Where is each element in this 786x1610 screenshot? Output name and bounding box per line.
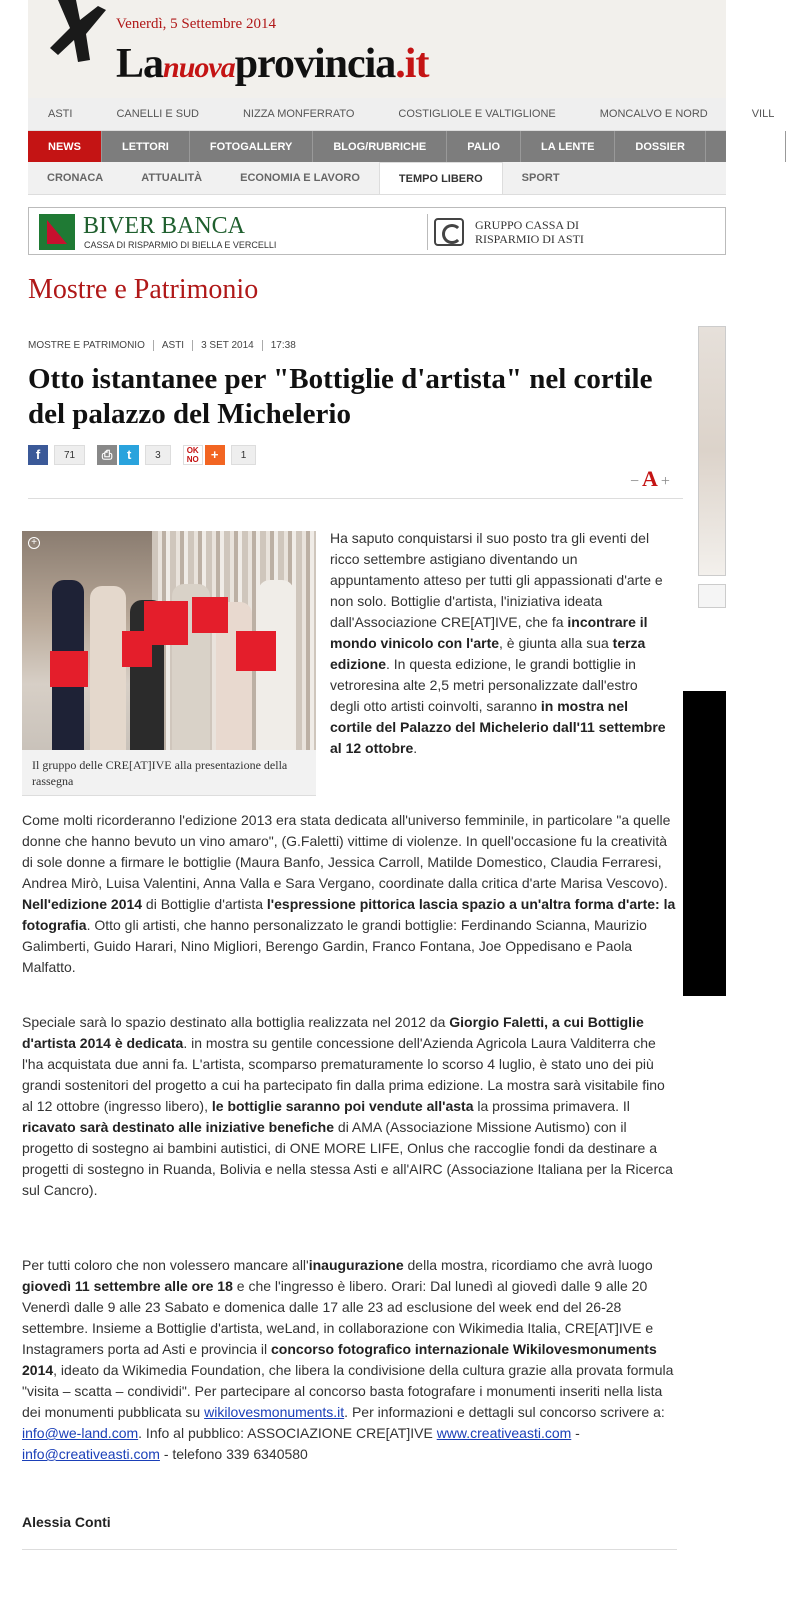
link-creativeasti[interactable]: www.creativeasti.com — [436, 1425, 572, 1441]
facebook-icon[interactable]: f — [28, 445, 48, 465]
creative-bag — [144, 601, 188, 645]
person-2 — [90, 586, 126, 750]
nav-main-dossier[interactable]: DOSSIER — [615, 131, 706, 162]
creative-bag — [236, 631, 276, 671]
article-lead — [330, 528, 670, 759]
para-text: la prossima primavera. Il — [473, 1098, 630, 1114]
para-bold: giovedì 11 settembre alle ore 18 — [22, 1278, 233, 1294]
nav-place-moncalvo[interactable]: MONCALVO E NORD — [599, 108, 708, 120]
banner-separator — [427, 214, 428, 250]
bottom-divider — [22, 1549, 677, 1550]
ad-banner[interactable] — [28, 207, 726, 255]
para-bold: inaugurazione — [308, 1257, 404, 1273]
link-wikilovesmonuments[interactable]: wikilovesmonuments.it — [204, 1404, 345, 1420]
para-text: Come molti ricorderanno l'edizione 2013 era stata dedicata all'universo femminile, in particolare "a quelle donne che hanno bevuto un vino amaro", (G.Faletti) vittime di violenze. In quell'occasione fu la creatività di sole donne a firmare le bottiglie (Maura Banfo, Jessica Carroll, Matilde Domestico, Claudia Ferraresi, Andrea Mirò, Luisa Valentini, Anna Valla e Sara Vergano, coordinate dalla critica d'arte Marisa Vescovo). — [22, 812, 671, 891]
banner-bank-name: BIVER BANCA — [83, 213, 246, 239]
site-logo[interactable] — [116, 40, 428, 88]
para-text: - telefono 339 6340580 — [159, 1446, 308, 1462]
link-email-weland[interactable]: info@we-land.com — [22, 1425, 139, 1441]
para-bold: le bottiglie saranno poi vendute all'asta — [211, 1098, 474, 1114]
header-date: Venerdì, 5 Settembre 2014 — [116, 16, 276, 32]
sidebar-ad-cutoff[interactable] — [683, 691, 726, 996]
para-text: Speciale sarà lo spazio destinato alla bottiglia realizzata nel 2012 da — [22, 1014, 450, 1030]
font-decrease-button[interactable]: − — [630, 473, 640, 490]
divider — [28, 498, 683, 499]
twitter-count: 3 — [145, 445, 171, 465]
meta-place[interactable]: ASTI — [162, 340, 193, 351]
meta-time: 17:38 — [270, 340, 296, 351]
nav-place-nizza[interactable]: NIZZA MONFERRATO — [242, 108, 355, 120]
para-bold: Nell'edizione 2014 — [22, 896, 143, 912]
article-paragraph-3 — [22, 1255, 677, 1465]
lead-bold: terza edizione — [330, 635, 646, 672]
nav-sub-sport[interactable]: SPORT — [521, 172, 560, 184]
para-text: , ideato da Wikimedia Foundation, che libera la condivisione della cultura grazie alla provata formula "visita – scatta – condividi". Per partecipare al concorso basta fotografare i monumenti inseriti nella lista dei monumenti pubblicata su — [22, 1362, 674, 1420]
plus-count: 1 — [231, 445, 257, 465]
meta-date: 3 SET 2014 — [201, 340, 263, 351]
creative-bag — [50, 651, 88, 687]
para-text: . Info al pubblico: ASSOCIAZIONE CRE[AT]IVE — [138, 1425, 437, 1441]
nav-main — [28, 131, 766, 162]
nav-sub — [28, 162, 726, 195]
facebook-count: 71 — [54, 445, 85, 465]
masthead — [28, 0, 726, 98]
lead-bold: incontrare il mondo vinicolo con l'arte — [330, 614, 648, 651]
nav-main-servizi[interactable]: SERVIZ — [706, 131, 786, 162]
creative-bag — [192, 597, 228, 633]
link-email-creativeasti[interactable]: info@creativeasti.com — [22, 1446, 160, 1462]
lead-text: , è giunta alla sua — [499, 635, 613, 651]
nav-sub-tempo-libero[interactable]: TEMPO LIBERO — [379, 162, 503, 194]
para-text: . Otto gli artisti, che hanno personalizzato le grandi bottiglie: Ferdinando Scianna, Maurizio Galimberti, Guido Harari, Nino Migliori, Berengo Gardin, Franco Fontana, Joe Oppedisano e Paola Malfatto. — [22, 917, 647, 975]
sidebar-image-cutoff[interactable] — [698, 326, 726, 576]
section-title[interactable]: Mostre e Patrimonio — [28, 274, 259, 305]
nav-place-canelli[interactable]: CANELLI E SUD — [116, 108, 199, 120]
font-increase-button[interactable]: + — [660, 473, 670, 490]
twitter-icon[interactable]: t — [119, 445, 139, 465]
article-photo[interactable] — [22, 531, 316, 750]
para-text: . Per informazioni e dettagli sul concorso scrivere a: — [344, 1404, 665, 1420]
para-text: di Bottiglie d'artista — [142, 896, 267, 912]
biver-banca-logo-icon — [39, 214, 75, 250]
okno-icon[interactable]: OK NO — [183, 445, 203, 465]
nav-place-asti[interactable]: ASTI — [48, 108, 73, 120]
logo-provincia: provincia — [234, 41, 396, 87]
lead-bold: in mostra nel cortile del Palazzo del Michelerio dall'11 settembre al 12 ottobre — [330, 698, 666, 756]
zoom-icon[interactable]: + — [28, 537, 40, 549]
plus-share-icon[interactable]: + — [205, 445, 225, 465]
para-text: della mostra, ricordiamo che avrà luogo — [403, 1257, 653, 1273]
article-headline: Otto istantanee per "Bottiglie d'artista" nel cortile del palazzo del Michelerio — [28, 363, 653, 430]
lead-text: . — [413, 740, 418, 756]
lead-text: . In questa edizione, le grandi bottiglie in vetroresina alte 2,5 metri personalizzate dall'estro degli otto artisti coinvolti, saranno — [330, 656, 638, 714]
meta-category[interactable]: MOSTRE E PATRIMONIO — [28, 340, 154, 351]
article-author: Alessia Conti — [22, 1514, 111, 1530]
nav-main-palio[interactable]: PALIO — [447, 131, 521, 162]
social-share-bar — [28, 444, 268, 466]
nav-place-costigliole[interactable]: COSTIGLIOLE E VALTIGLIONE — [398, 108, 556, 120]
nav-main-blog[interactable]: BLOG/RUBRICHE — [313, 131, 447, 162]
article-paragraph-2 — [22, 1012, 677, 1201]
para-bold: Giorgio Faletti, a cui Bottiglie d'artista 2014 è dedicata — [22, 1014, 644, 1051]
nav-main-lettori[interactable]: LETTORI — [102, 131, 190, 162]
logo-tld: .it — [395, 41, 429, 87]
photo-caption: Il gruppo delle CRE[AT]IVE alla presentazione della rassegna — [22, 750, 316, 796]
para-bold: concorso fotografico internazionale Wikilovesmonuments 2014 — [22, 1341, 657, 1378]
nav-sub-attualita[interactable]: ATTUALITÀ — [141, 172, 203, 184]
nav-main-news[interactable]: NEWS — [28, 131, 102, 162]
nav-place-vill[interactable]: VILL — [751, 108, 775, 120]
nav-main-fotogallery[interactable]: FOTOGALLERY — [190, 131, 314, 162]
para-text: e che l'ingresso è libero. Orari: Dal lunedì al giovedì dalle 9 alle 20 Venerdì dalle 9 alle 23 Sabato e domenica dalle 17 alle 23 ad esclusione del week end del 26-28 settembre. Insieme a Bottiglie d'artista, weLand, in collaborazione con Wikimedia Italia, CRE[AT]IVE e Instagramers porta ad Asti e provincia il — [22, 1278, 654, 1357]
para-text: . in mostra su gentile concessione dell'Azienda Agricola Laura Valditerra che l'ha acquistata due anni fa. L'artista, scomparso prematuramente lo scorso 4 luglio, è stato uno dei più grandi sostenitori del progetto a cui ha partecipato fin dalla prima edizione. La mostra sarà visitabile fino al 12 ottobre (ingresso libero), — [22, 1035, 665, 1114]
para-text: - — [571, 1425, 580, 1441]
para-bold: ricavato sarà destinato alle iniziative benefiche — [22, 1119, 335, 1135]
nav-main-lalente[interactable]: LA LENTE — [521, 131, 615, 162]
article-meta — [28, 340, 312, 351]
banner-bank-sub: CASSA DI RISPARMIO DI BIELLA E VERCELLI — [84, 240, 277, 250]
nav-sub-economia[interactable]: ECONOMIA E LAVORO — [240, 172, 360, 184]
sidebar-box-cutoff — [698, 584, 726, 608]
para-text: di AMA (Associazione Missione Autismo) con il progetto di sostegno ai bambini autistici, di ONE MORE LIFE, Onlus che raccoglie fondi da destinare a progetti di sostegno in Ruanda, Bolivia e nella stessa Asti e all'AIRC (Associazione Italiana per la Ricerca sul Cancro). — [22, 1119, 673, 1198]
logo-la: La — [116, 41, 164, 87]
font-size-controls — [630, 466, 670, 492]
print-icon[interactable]: ⎙ — [97, 445, 117, 465]
gruppo-cassa-logo-icon — [434, 218, 464, 246]
lead-text: Ha saputo conquistarsi il suo posto tra gli eventi del ricco settembre astigiano diventando un appuntamento atteso per tutti gli appassionati d'arte e non solo. Bottiglie d'artista, l'iniziativa ideata dall'Associazione CRE[AT]IVE, che fa — [330, 530, 663, 630]
nav-sub-cronaca[interactable]: CRONACA — [47, 172, 104, 184]
para-text: Per tutti coloro che non volessero mancare all' — [22, 1257, 309, 1273]
para-bold: l'espressione pittorica lascia spazio a un'altra forma d'arte: la fotografia — [22, 896, 676, 933]
font-size-icon: A — [642, 466, 658, 491]
banner-group-name: GRUPPO CASSA DI RISPARMIO DI ASTI — [475, 218, 584, 246]
logo-nuova: nuova — [163, 51, 235, 84]
nav-places — [28, 98, 775, 131]
article-paragraph-1 — [22, 810, 677, 978]
